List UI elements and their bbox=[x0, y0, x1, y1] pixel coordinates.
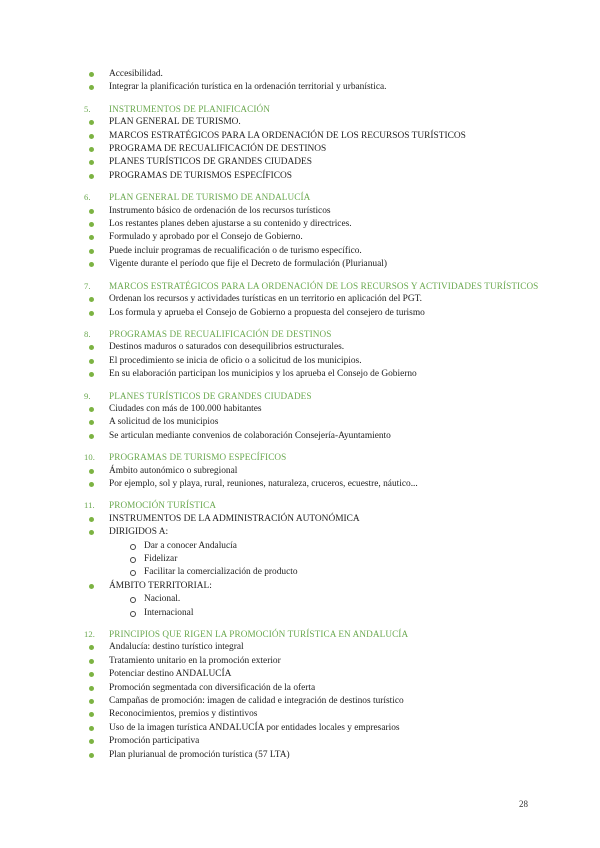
section-title: INSTRUMENTOS DE PLANIFICACIÓN bbox=[109, 103, 270, 114]
list-item-text: Tratamiento unitario en la promoción exterior bbox=[109, 655, 281, 666]
circle-bullet-icon bbox=[130, 544, 136, 550]
section bbox=[84, 280, 554, 320]
bullet-icon bbox=[89, 249, 94, 254]
page-number: 28 bbox=[519, 799, 528, 809]
bullet-icon bbox=[89, 372, 94, 377]
circle-bullet-icon bbox=[130, 570, 136, 576]
bullet-icon bbox=[89, 359, 94, 364]
bullet-icon bbox=[89, 134, 94, 139]
bullet-icon bbox=[89, 530, 94, 535]
sub-list-item bbox=[84, 593, 554, 606]
list-item-text: Promoción participativa bbox=[109, 736, 200, 747]
sub-list-item bbox=[84, 607, 554, 620]
bullet-icon bbox=[89, 686, 94, 691]
section-number: 8. bbox=[84, 328, 91, 339]
section-number: 11. bbox=[84, 500, 95, 511]
sub-list-item-text: Dar a conocer Andalucía bbox=[144, 540, 237, 551]
list-item bbox=[84, 403, 554, 416]
list-item bbox=[84, 682, 554, 695]
list-item-text: MARCOS ESTRATÉGICOS PARA LA ORDENACIÓN DE LOS RECURSOS TURÍSTICOS bbox=[109, 130, 466, 141]
list-item bbox=[84, 478, 554, 491]
list-item bbox=[84, 293, 554, 306]
list-item-text: Por ejemplo, sol y playa, rural, reuniones, naturaleza, cruceros, ecuestre, náutico... bbox=[109, 478, 418, 489]
sub-list-item-text: Nacional. bbox=[144, 594, 181, 605]
list-item bbox=[84, 170, 554, 183]
bullet-icon bbox=[89, 712, 94, 717]
circle-bullet-icon bbox=[130, 611, 136, 617]
list-item bbox=[84, 368, 554, 381]
bullet-icon bbox=[89, 160, 94, 165]
section-title: PLANES TURÍSTICOS DE GRANDES CIUDADES bbox=[109, 390, 312, 401]
bullet-icon bbox=[89, 753, 94, 758]
section-heading bbox=[84, 328, 554, 341]
list-item bbox=[84, 641, 554, 654]
bullet-icon bbox=[89, 469, 94, 474]
section-heading bbox=[84, 499, 554, 512]
section-number: 12. bbox=[84, 629, 96, 640]
sub-list-item-text: Internacional bbox=[144, 607, 194, 618]
section-title: PROGRAMAS DE TURISMO ESPECÍFICOS bbox=[109, 452, 287, 463]
bullet-icon bbox=[89, 311, 94, 316]
bullet-icon bbox=[89, 420, 94, 425]
section-title: PROGRAMAS DE RECUALIFICACIÓN DE DESTINOS bbox=[109, 328, 332, 339]
bullet-icon bbox=[89, 262, 94, 267]
list-item-text: A solicitud de los municipios bbox=[109, 417, 219, 428]
list-item-text: PLANES TURÍSTICOS DE GRANDES CIUDADES bbox=[109, 157, 312, 168]
section-title: MARCOS ESTRATÉGICOS PARA LA ORDENACIÓN DE LOS RECURSOS Y ACTIVIDADES TURÍSTICOS bbox=[109, 280, 539, 291]
bullet-icon bbox=[89, 739, 94, 744]
section-heading bbox=[84, 390, 554, 403]
bullet-icon bbox=[89, 482, 94, 487]
section-title: PLAN GENERAL DE TURISMO DE ANDALUCÍA bbox=[109, 192, 311, 203]
list-item-text: Los formula y aprueba el Consejo de Gobierno a propuesta del consejero de turismo bbox=[109, 307, 425, 318]
list-item-text: Ordenan los recursos y actividades turísticas en un territorio en aplicación del PGT. bbox=[109, 294, 423, 305]
list-item bbox=[84, 68, 554, 81]
sub-list-item-text: Facilitar la comercialización de producto bbox=[144, 567, 298, 578]
section-number: 7. bbox=[84, 280, 91, 291]
list-item-text: Promoción segmentada con diversificación de la oferta bbox=[109, 682, 316, 693]
section-heading bbox=[84, 103, 554, 116]
list-item bbox=[84, 526, 554, 539]
list-item bbox=[84, 116, 554, 129]
section-number: 9. bbox=[84, 390, 91, 401]
intro-list bbox=[84, 68, 554, 95]
list-item-text: Reconocimientos, premios y distintivos bbox=[109, 709, 258, 720]
list-item bbox=[84, 130, 554, 143]
list-item bbox=[84, 205, 554, 218]
list-item bbox=[84, 430, 554, 443]
list-item bbox=[84, 258, 554, 271]
list-item bbox=[84, 722, 554, 735]
bullet-icon bbox=[89, 345, 94, 350]
list-item-text: Campañas de promoción: imagen de calidad e integración de destinos turístico bbox=[109, 696, 404, 707]
list-item-text: Ámbito autonómico o subregional bbox=[109, 465, 238, 476]
list-item bbox=[84, 695, 554, 708]
list-item bbox=[84, 81, 554, 94]
section-title: PRINCIPIOS QUE RIGEN LA PROMOCIÓN TURÍSTICA EN ANDALUCÍA bbox=[109, 629, 409, 640]
section bbox=[84, 191, 554, 271]
section-number: 10. bbox=[84, 452, 96, 463]
bullet-icon bbox=[89, 517, 94, 522]
section-heading bbox=[84, 628, 554, 641]
list-item-text: Uso de la imagen turística ANDALUCÍA por entidades locales y empresarios bbox=[109, 722, 400, 733]
list-item-text: Potenciar destino ANDALUCÍA bbox=[109, 669, 232, 680]
bullet-icon bbox=[89, 209, 94, 214]
bullet-icon bbox=[89, 584, 94, 589]
bullet-icon bbox=[89, 699, 94, 704]
list-item-text: Los restantes planes deben ajustarse a su contenido y directrices. bbox=[109, 219, 352, 230]
section-number: 6. bbox=[84, 192, 91, 203]
section bbox=[84, 499, 554, 620]
sub-list-item bbox=[84, 553, 554, 566]
sub-list-item bbox=[84, 566, 554, 579]
bullet-icon bbox=[89, 222, 94, 227]
bullet-icon bbox=[89, 235, 94, 240]
circle-bullet-icon bbox=[130, 557, 136, 563]
list-item bbox=[84, 465, 554, 478]
bullet-icon bbox=[89, 645, 94, 650]
bullet-icon bbox=[89, 672, 94, 677]
section-heading bbox=[84, 280, 554, 293]
list-item-text: Puede incluir programas de recualificación o de turismo específico. bbox=[109, 245, 362, 256]
bullet-icon bbox=[89, 72, 94, 77]
bullet-icon bbox=[89, 174, 94, 179]
list-item-text: DIRIGIDOS A: bbox=[109, 527, 169, 538]
list-item bbox=[84, 218, 554, 231]
list-item-text: Instrumento básico de ordenación de los recursos turísticos bbox=[109, 205, 331, 216]
document-content bbox=[84, 68, 554, 770]
list-item bbox=[84, 580, 554, 593]
list-item-text: PLAN GENERAL DE TURISMO. bbox=[109, 117, 241, 128]
list-item bbox=[84, 668, 554, 681]
bullet-icon bbox=[89, 407, 94, 412]
list-item bbox=[84, 341, 554, 354]
list-item-text: Integrar la planificación turística en la ordenación territorial y urbanística. bbox=[109, 82, 387, 93]
section bbox=[84, 103, 554, 183]
list-item bbox=[84, 245, 554, 258]
list-item bbox=[84, 735, 554, 748]
list-item-text: En su elaboración participan los municipios y los aprueba el Consejo de Gobierno bbox=[109, 369, 417, 380]
list-item-text: Ciudades con más de 100.000 habitantes bbox=[109, 403, 262, 414]
section-number: 5. bbox=[84, 103, 91, 114]
sub-list-item bbox=[84, 540, 554, 553]
list-item-text: Plan plurianual de promoción turística (57 LTA) bbox=[109, 749, 290, 760]
list-item-text: Andalucía: destino turístico integral bbox=[109, 642, 244, 653]
list-item-text: Formulado y aprobado por el Consejo de Gobierno. bbox=[109, 232, 303, 243]
list-item-text: Destinos maduros o saturados con desequilibrios estructurales. bbox=[109, 342, 345, 353]
list-item bbox=[84, 513, 554, 526]
list-item bbox=[84, 749, 554, 762]
circle-bullet-icon bbox=[130, 597, 136, 603]
list-item-text: Se articulan mediante convenios de colaboración Consejería-Ayuntamiento bbox=[109, 430, 391, 441]
section bbox=[84, 390, 554, 444]
section bbox=[84, 451, 554, 491]
bullet-icon bbox=[89, 85, 94, 90]
list-item-text: PROGRAMA DE RECUALIFICACIÓN DE DESTINOS bbox=[109, 144, 327, 155]
list-item-text: El procedimiento se inicia de oficio o a solicitud de los municipios. bbox=[109, 355, 362, 366]
list-item-text: PROGRAMAS DE TURISMOS ESPECÍFICOS bbox=[109, 170, 292, 181]
section-heading bbox=[84, 191, 554, 204]
list-item bbox=[84, 156, 554, 169]
list-item bbox=[84, 416, 554, 429]
section-heading bbox=[84, 451, 554, 464]
sub-list-item-text: Fidelizar bbox=[144, 554, 178, 564]
list-item-text: ÁMBITO TERRITORIAL: bbox=[109, 580, 212, 591]
bullet-icon bbox=[89, 726, 94, 731]
list-item bbox=[84, 307, 554, 320]
list-item bbox=[84, 231, 554, 244]
list-item bbox=[84, 355, 554, 368]
section-title: PROMOCIÓN TURÍSTICA bbox=[109, 500, 217, 511]
bullet-icon bbox=[89, 659, 94, 664]
bullet-icon bbox=[89, 297, 94, 302]
bullet-icon bbox=[89, 120, 94, 125]
section bbox=[84, 328, 554, 382]
list-item bbox=[84, 708, 554, 721]
list-item-text: Accesibilidad. bbox=[109, 69, 163, 79]
list-item bbox=[84, 143, 554, 156]
list-item-text: INSTRUMENTOS DE LA ADMINISTRACIÓN AUTONÓMICA bbox=[109, 513, 360, 524]
list-item bbox=[84, 655, 554, 668]
bullet-icon bbox=[89, 147, 94, 152]
section bbox=[84, 628, 554, 762]
list-item-text: Vigente durante el período que fije el Decreto de formulación (Plurianual) bbox=[109, 259, 387, 270]
bullet-icon bbox=[89, 434, 94, 439]
